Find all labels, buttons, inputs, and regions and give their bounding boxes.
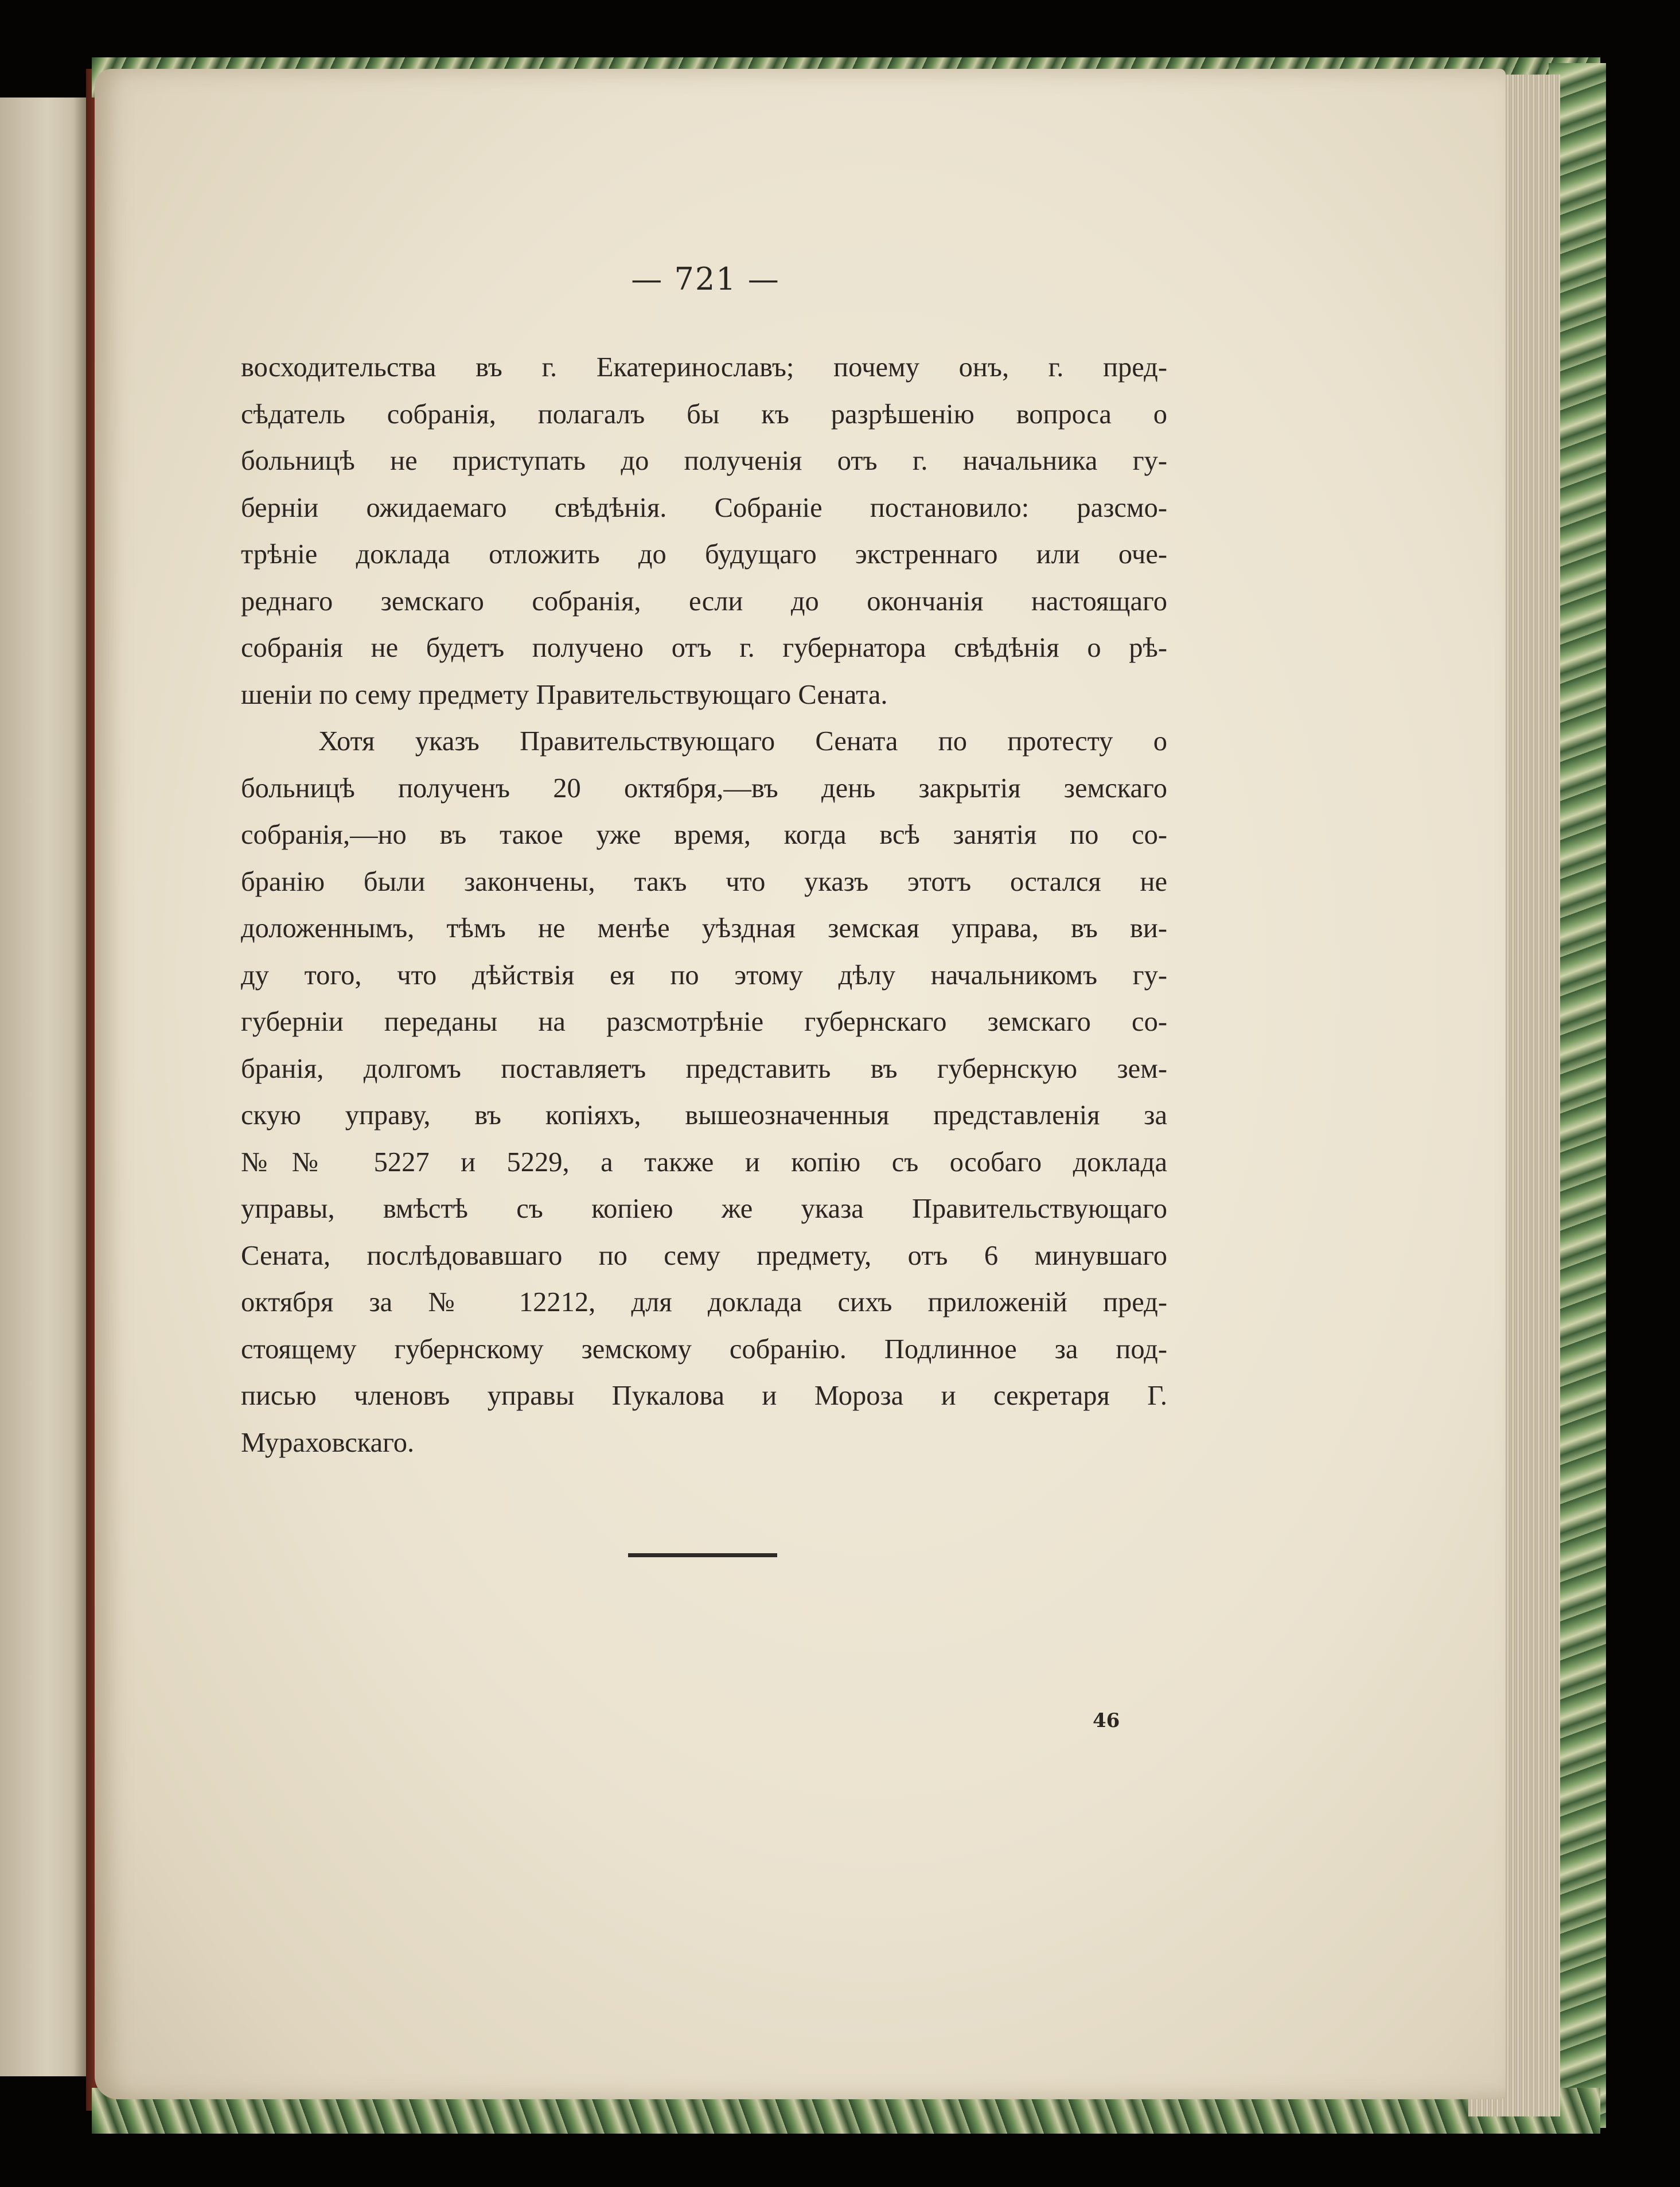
text-line: управы, вмѣстѣ съ копіею же указа Правительствующаго: [241, 1194, 1167, 1224]
body-text: [241, 344, 1167, 1466]
text-line: ду того, что дѣйствія ея по этому дѣлу начальникомъ гу-: [241, 960, 1167, 991]
text-line: шеніи по сему предмету Правительствующаго Сената.: [241, 679, 888, 710]
text-line: губерніи переданы на разсмотрѣніе губернскаго земскаго со-: [241, 1007, 1167, 1037]
text-line: скую управу, въ копіяхъ, вышеозначенныя представленія за: [241, 1100, 1167, 1130]
text-line: бранію были закончены, такъ что указъ этотъ остался не: [241, 866, 1167, 897]
text-line: больницѣ не приступать до полученія отъ г. начальника гу-: [241, 446, 1167, 476]
text-line: писью членовъ управы Пукалова и Мороза и секретаря Г.: [241, 1381, 1167, 1411]
page-number: — 721 —: [631, 261, 780, 297]
left-page-edge: [0, 98, 86, 2076]
text-line: №№ 5227 и 5229, а также и копію съ особаго доклада: [241, 1147, 1167, 1178]
printer-signature-mark: 46: [1093, 1709, 1120, 1732]
text-line: Сената, послѣдовавшаго по сему предмету, отъ 6 минувшаго: [241, 1240, 1167, 1271]
text-line: Мураховскаго.: [241, 1427, 415, 1458]
section-rule: [628, 1553, 777, 1557]
text-line: берніи ожидаемаго свѣдѣнія. Собраніе постановило: разсмо-: [241, 492, 1167, 523]
text-line: Хотя указъ Правительствующаго Сената по протесту о: [318, 726, 1167, 757]
text-line: собранія,—но въ такое уже время, когда всѣ занятія по со-: [241, 820, 1167, 850]
text-line: доложеннымъ, тѣмъ не менѣе уѣздная земская управа, въ ви-: [241, 913, 1167, 944]
text-line: сѣдатель собранія, полагалъ бы къ разрѣшенію вопроса о: [241, 399, 1167, 430]
text-line: больницѣ полученъ 20 октября,—въ день закрытія земскаго: [241, 773, 1167, 804]
text-line: бранія, долгомъ поставляетъ представить въ губернскую зем-: [241, 1053, 1167, 1084]
text-line: октября за № 12212, для доклада сихъ приложеній пред-: [241, 1287, 1167, 1317]
text-line: восходительства въ г. Екатеринославъ; почему онъ, г. пред-: [241, 352, 1167, 383]
text-line: собранія не будетъ получено отъ г. губернатора свѣдѣнія о рѣ-: [241, 633, 1167, 663]
text-line: стоящему губернскому земскому собранію. Подлинное за под-: [241, 1334, 1167, 1365]
text-line: реднаго земскаго собранія, если до окончанія настоящаго: [241, 586, 1167, 617]
text-line: трѣніе доклада отложить до будущаго экстреннаго или оче-: [241, 539, 1167, 570]
